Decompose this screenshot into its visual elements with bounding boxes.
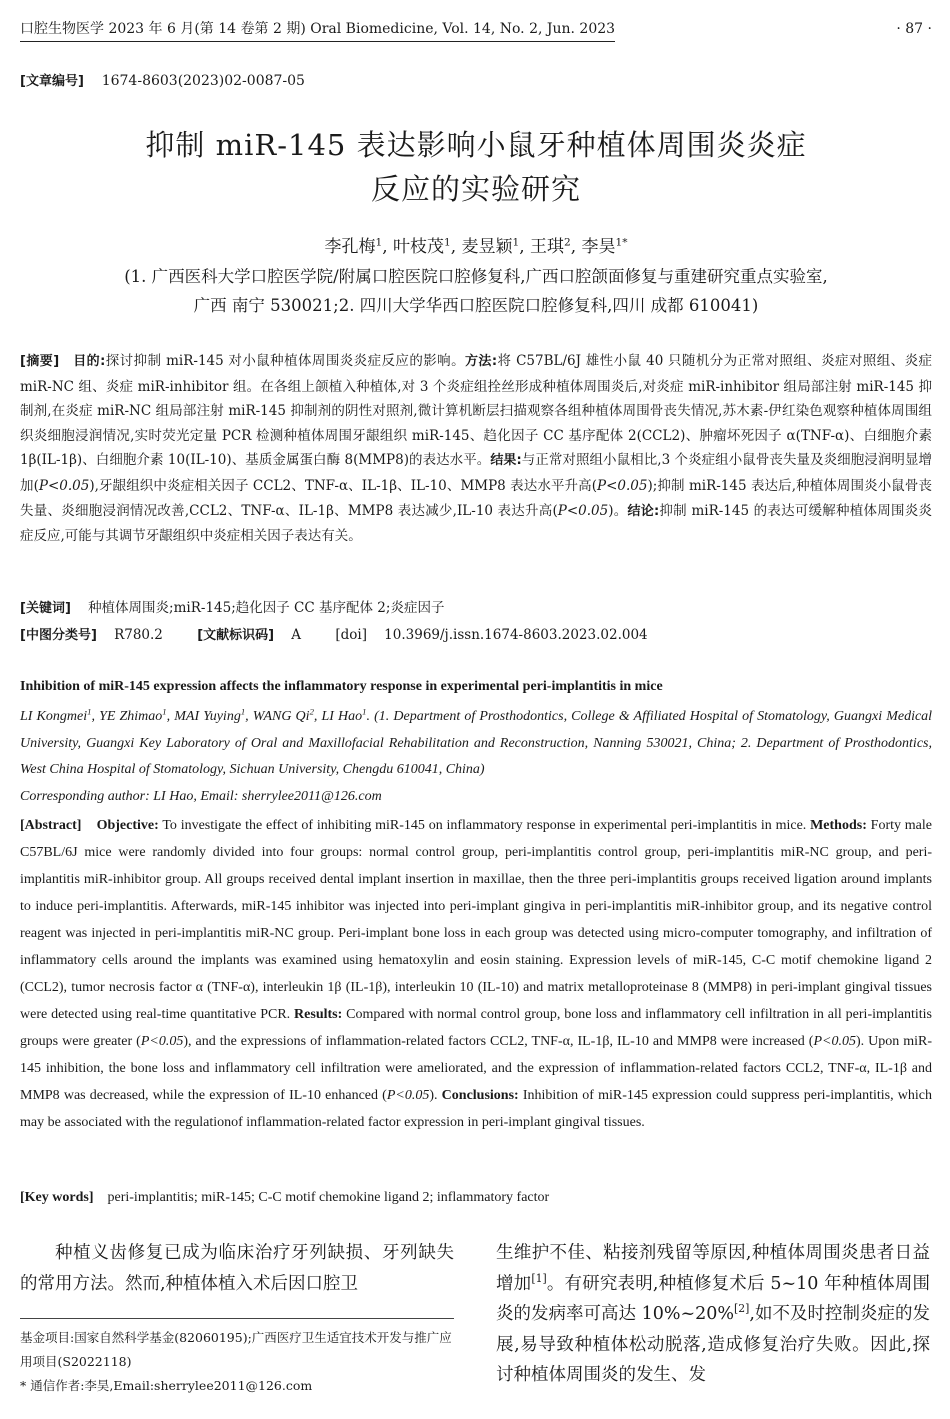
conclusions-text-en: Inhibition of miR-145 expression could suppress peri-implantitis, which may be associated with the regulationof inflammation-related factor expression in peri-implant gingival tissues.	[20, 1088, 932, 1130]
author: 李昊	[581, 237, 616, 257]
title-chinese	[20, 123, 932, 211]
doc-code-label: [文献标识码]	[197, 628, 275, 643]
objective-text-en: To investigate the effect of inhibiting miR-145 on inflammatory response in experimental peri-implantitis in mice.	[158, 818, 811, 833]
p-value: P<0.05	[38, 477, 90, 494]
p-value: P<0.05	[597, 477, 648, 494]
p-value: P<0.05	[557, 502, 609, 519]
author-separator: ,	[450, 237, 457, 257]
affiliations-chinese	[20, 262, 932, 320]
methods-text-en: Forty male C57BL/6J mice were randomly divided into four groups: normal control group, peri-implantitis control group, peri-implantitis miR-NC group, and peri-implantitis miR-inhibitor group. All groups received dental implant insertion in maxillae, then the three peri-implantitis groups received ligation around implants to induce peri-implantitis. Afterwards, miR-145 inhibitor was injected into peri-implant gingiva in peri-implantitis miR-inhibitor group, and its negative control reagent was injected in peri-implantitis miR-NC group. Peri-implant bone loss in each group was detected using micro-computer tomography, and infiltration of inflammatory cells around the implants was examined using hematoxylin and eosin staining. Expression levels of miR-145, C-C motif chemokine ligand 2 (CCL2), tumor necrosis factor α (TNF-α), interleukin 1β (IL-1β), interleukin 10 (IL-10) and matrix metalloproteinase 8 (MMP8) in peri-implant gingival tissues were detected using real-time quantitative PCR.	[20, 818, 933, 1022]
results-text: )。	[608, 502, 628, 519]
article-number-label: [文章编号]	[20, 74, 84, 89]
authors-english: LI Kongmei$^1$, YE Zhimao$^1$, MAI Yuying$^1$, WANG Qi$^2$, LI Hao$^1$. (1. Department of Prosthodontics, College & Affiliated Hospital of Stomatology, Guangxi Medical University, Guangxi Key Laboratory of Oral and Maxillofacial Rehabilitation and Reconstruction, Nanning 530021, China; 2. Department of Prosthodontics, West China Hospital of Stomatology, Sichuan University, Chengdu 610041, China) Corresponding author: LI Hao, Email: sherrylee2011@126.com	[20, 706, 933, 804]
results-text: 与正常对照组小鼠相比,3 个炎症组小鼠骨丧失量及炎细胞浸润明显增加(	[20, 452, 933, 494]
objective-label-en: Objective:	[96, 818, 159, 833]
authors-chinese	[20, 232, 932, 257]
abstract-chinese	[20, 349, 932, 549]
methods-text: 将 C57BL/6J 雄性小鼠 40 只随机分为正常对照组、炎症对照组、炎症 miR-NC 组、炎症 miR-inhibitor 组。在各组上颌植入种植体,对 3 个炎症组拴丝形成种植体周围炎后,对炎症 miR-inhibitor 组局部注射 miR-145 抑制剂,在炎症 miR-NC 组局部注射 miR-145 抑制剂的阴性对照剂,微计算机断层扫描观察各组种植体周围骨丧失情况,苏木素-伊红染色观察种植体周围组织炎细胞浸润情况,实时荧光定量 PCR 检测种植体周围牙龈组织 miR-145、趋化因子 CC 基序配体 2(CCL2)、肿瘤坏死因子 α(TNF-α)、白细胞介素 1β(IL-1β)、白细胞介素 10(IL-10)、基质金属蛋白酶 8(MMP8)的表达水平。	[20, 353, 933, 469]
author-affil-mark: 1	[162, 706, 167, 717]
author-separator: ,	[570, 237, 577, 257]
keywords-chinese	[20, 596, 932, 616]
author-affil-mark: 1	[512, 236, 520, 249]
results-text: );抑制 miR-145 表达后,种植体周围炎小鼠骨丧失量、炎细胞浸润情况改善,CCL2、TNF-α、IL-1β、MMP8 表达减少,IL-10 表达升高(	[20, 477, 932, 519]
affiliation-line-2: 广西 南宁 530021;2. 四川大学华西口腔医院口腔修复科,四川 成都 610041)	[193, 296, 759, 315]
p-value: P<0.05	[386, 1088, 430, 1103]
author-en: LI Kongmei	[20, 709, 88, 724]
results-text-en: ), and the expressions of inflammation-related factors CCL2, TNF-α, IL-1β, IL-10 and MMP8 were increased (	[183, 1034, 814, 1049]
author-affil-mark: 2	[564, 236, 571, 249]
title-line-2: 反应的实验研究	[370, 172, 581, 206]
author-separator: ,	[519, 237, 525, 257]
body-text: 。有研究表明,种植修复术后 5~10 年种植体周围炎的发病率可高达 10%~20%	[496, 1273, 930, 1324]
results-text-en: ).	[429, 1088, 442, 1103]
p-value: P<0.05	[140, 1034, 184, 1049]
objective-text: 探讨抑制 miR-145 对小鼠种植体周围炎炎症反应的影响。	[105, 353, 466, 369]
body-right-column	[496, 1238, 930, 1391]
keywords-value-en: peri-implantitis; miR-145; C-C motif chemokine ligand 2; inflammatory factor	[107, 1190, 550, 1205]
body-text: 生维护不佳、粘接剂残留等原因,种植体周围炎患者日益增加	[496, 1243, 930, 1294]
author-affil-mark: 1	[240, 706, 246, 717]
reference-mark[interactable]: [2]	[734, 1302, 750, 1316]
keywords-value: 种植体周围炎;miR-145;趋化因子 CC 基序配体 2;炎症因子	[88, 600, 445, 616]
results-text: ),牙龈组织中炎症相关因子 CCL2、TNF-α、IL-1β、IL-10、MMP8 表达水平升高(	[89, 477, 597, 494]
page-number: · 87 ·	[896, 21, 932, 37]
methods-label-en: Methods:	[810, 818, 867, 833]
author: 李孔梅	[324, 237, 376, 257]
author-en: MAI Yuying	[174, 709, 241, 724]
conclusion-text: 抑制 miR-145 的表达可缓解种植体周围炎炎症反应,可能与其调节牙龈组织中炎症相关因子表达有关。	[20, 502, 932, 545]
title-english: Inhibition of miR-145 expression affects the inflammatory response in experimental peri-implantitis in mice	[20, 679, 663, 694]
reference-mark[interactable]: [1]	[531, 1271, 547, 1285]
p-value: P<0.05	[813, 1034, 856, 1049]
author-affil-mark: 1	[375, 236, 383, 249]
author-en: LI Hao	[321, 709, 363, 724]
abstract-english	[20, 812, 932, 1136]
results-label-en: Results:	[294, 1007, 343, 1022]
footnotes	[20, 1326, 454, 1398]
results-text-en: ). Upon miR-145 inhibition, the bone loss and inflammatory cell infiltration were ameliorated, and the expression of inflammation-related factors CCL2, TNF-α, IL-1β and MMP8 was decreased, while the expression of IL-10 enhanced (	[20, 1034, 933, 1103]
author-affil-mark: 1	[362, 706, 367, 717]
author-affil-mark: 1	[444, 236, 451, 249]
author-en: YE Zhimao	[99, 709, 163, 724]
article-number	[20, 70, 305, 89]
author-affil-mark: 1*	[615, 236, 628, 249]
author-en: WANG Qi	[252, 709, 310, 724]
article-number-value: 1674-8603(2023)02-0087-05	[101, 73, 305, 89]
running-header	[20, 18, 932, 42]
results-label: 结果:	[490, 453, 522, 469]
conclusion-label: 结论:	[627, 503, 660, 519]
footnote-divider	[20, 1318, 454, 1319]
affiliation-line-1: (1. 广西医科大学口腔医学院/附属口腔医院口腔修复科,广西口腔颌面修复与重建研究重点实验室,	[124, 267, 828, 286]
keywords-label: [关键词]	[20, 601, 71, 616]
doi-value[interactable]: 10.3969/j.issn.1674-8603.2023.02.004	[384, 627, 648, 643]
affiliation-english: . (1. Department of Prosthodontics, College & Affiliated Hospital of Stomatology, Guangxi Medical University, Guangxi Key Laboratory of Oral and Maxillofacial Rehabilitation and Reconstruction, Nanning 530021, China; 2. Department of Prosthodontics, West China Hospital of Stomatology, Sichuan University, Chengdu 610041, China)	[20, 709, 933, 777]
methods-label: 方法:	[465, 354, 498, 369]
corresponding-author-english: Corresponding author: LI Hao, Email: sherrylee2011@126.com	[20, 788, 382, 804]
conclusions-label-en: Conclusions:	[441, 1088, 519, 1103]
author: 王琪	[530, 237, 565, 257]
author-affil-mark: 1	[87, 706, 92, 717]
fund-footnote: 基金项目:国家自然科学基金(82060195);广西医疗卫生适宜技术开发与推广应用项目(S2022118)	[20, 1330, 452, 1369]
doc-code-value: A	[291, 627, 302, 643]
author: 叶枝茂	[393, 237, 444, 257]
author-affil-mark: 2	[309, 706, 314, 717]
title-line-1: 抑制 miR-145 表达影响小鼠牙种植体周围炎炎症	[145, 128, 807, 162]
journal-citation: 口腔生物医学 2023 年 6 月(第 14 卷第 2 期) Oral Biomedicine, Vol. 14, No. 2, Jun. 2023	[20, 18, 615, 42]
author: 麦昱颖	[461, 237, 513, 257]
keywords-label-en: [Key words]	[20, 1190, 94, 1205]
doi-label: [doi]	[335, 627, 367, 643]
classification-line	[20, 624, 932, 643]
results-text-en: Compared with normal control group, bone loss and inflammatory cell infiltration in all peri-implantitis groups were greater (	[20, 1007, 932, 1049]
abstract-label-en: [Abstract]	[20, 818, 82, 833]
objective-label: 目的:	[73, 354, 106, 369]
keywords-english	[20, 1190, 932, 1206]
abstract-label: [摘要]	[20, 354, 60, 369]
clc-label: [中图分类号]	[20, 628, 97, 643]
body-left-column: 种植义齿修复已成为临床治疗牙列缺损、牙列缺失的常用方法。然而,种植体植入术后因口腔卫	[20, 1243, 454, 1294]
body-text: ,如不及时控制炎症的发展,易导致种植体松动脱落,造成修复治疗失败。因此,探讨种植体周围炎的发生、发	[496, 1304, 931, 1385]
clc-value: R780.2	[114, 627, 163, 643]
corresponding-footnote: * 通信作者:李昊,Email:sherrylee2011@126.com	[20, 1378, 313, 1393]
author-separator: ,	[382, 237, 388, 257]
